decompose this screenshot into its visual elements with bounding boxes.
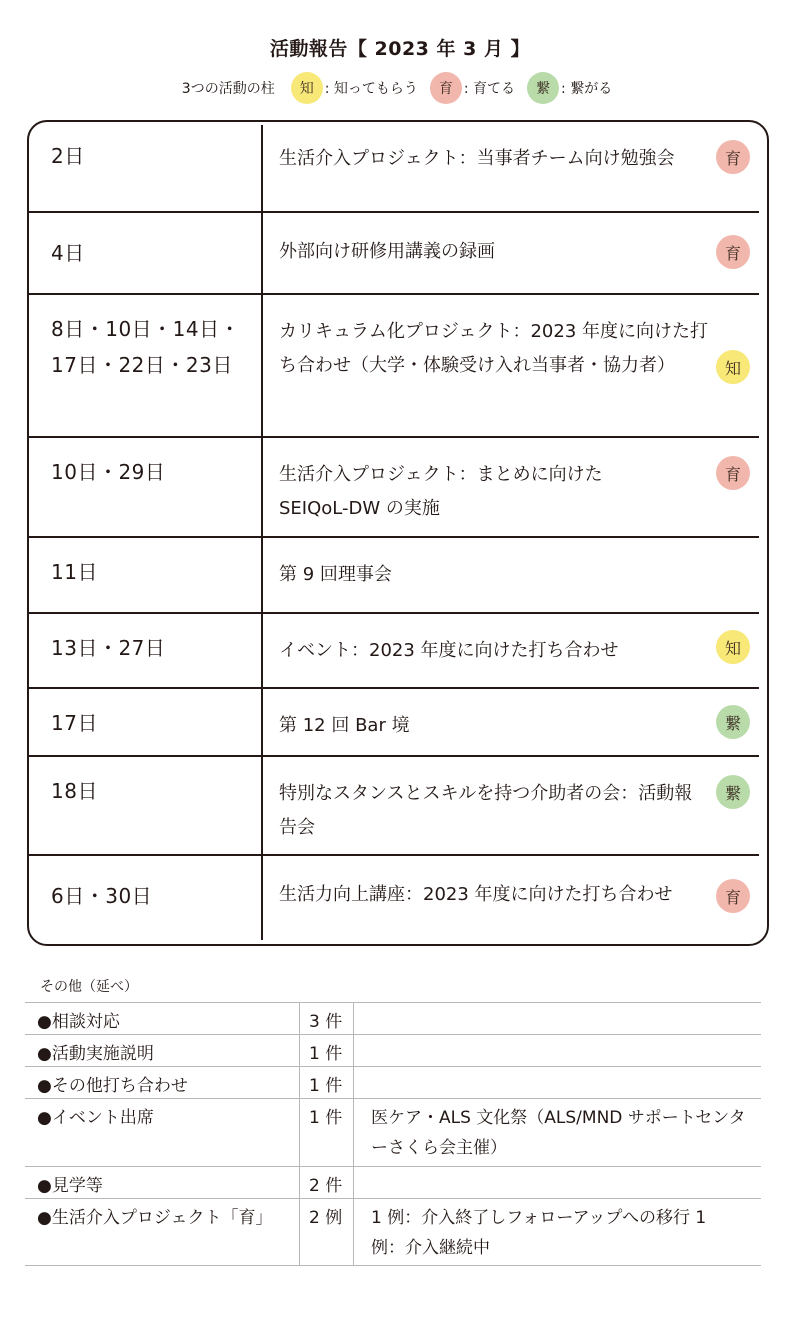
other-note: 1 例：介入終了しフォローアップへの移行 1 例：介入継続中 <box>371 1208 707 1258</box>
other-row <box>25 1066 761 1098</box>
schedule-desc: 生活力向上講座：2023 年度に向けた打ち合わせ <box>279 884 673 905</box>
legend-chi <box>291 72 418 104</box>
schedule-desc: 生活介入プロジェクト：まとめに向けたSEIQoL-DW の実施 <box>279 464 603 519</box>
schedule-desc: イベント：2023 年度に向けた打ち合わせ <box>279 640 619 661</box>
iku-badge-icon: 育 <box>716 235 750 269</box>
schedule-row <box>29 689 759 757</box>
schedule-desc: 第 9 回理事会 <box>279 564 392 585</box>
schedule-date: 8日・10日・14日・17日・22日・23日 <box>51 317 241 377</box>
other-row <box>25 1198 761 1266</box>
page-title: 活動報告【 2023 年 3 月 】 <box>269 38 531 60</box>
other-count: 3 件 <box>309 1012 343 1032</box>
other-count: 2 件 <box>309 1176 343 1196</box>
other-item: ●活動実施説明 <box>37 1044 154 1064</box>
tsu-badge-icon: 繋 <box>527 72 559 104</box>
schedule-date: 18日 <box>51 779 98 803</box>
legend-iku <box>430 72 515 104</box>
schedule-row <box>29 614 759 689</box>
legend-tsu-label: : 繋がる <box>561 81 613 97</box>
iku-badge-icon: 育 <box>716 879 750 913</box>
schedule-row <box>29 757 759 856</box>
iku-badge-icon: 育 <box>716 456 750 490</box>
schedule-table <box>27 120 769 946</box>
other-row <box>25 1098 761 1166</box>
schedule-desc: 外部向け研修用講義の録画 <box>279 241 495 262</box>
schedule-date: 17日 <box>51 711 98 735</box>
pillars-label: 3つの活動の柱 <box>181 81 275 97</box>
other-note: 医ケア・ALS 文化祭（ALS/MND サポートセンターさくら会主催） <box>371 1108 746 1158</box>
schedule-row <box>29 295 759 438</box>
schedule-row <box>29 538 759 614</box>
other-row <box>25 1034 761 1066</box>
schedule-row <box>29 438 759 538</box>
tsu-badge-icon: 繋 <box>716 705 750 739</box>
other-count: 1 件 <box>309 1108 343 1128</box>
other-item: ●その他打ち合わせ <box>37 1076 188 1096</box>
other-count: 1 件 <box>309 1044 343 1064</box>
chi-badge-icon: 知 <box>291 72 323 104</box>
other-item: ●見学等 <box>37 1176 103 1196</box>
pillars-legend <box>0 72 800 104</box>
legend-chi-label: : 知ってもらう <box>324 81 418 97</box>
chi-badge-icon: 知 <box>716 350 750 384</box>
schedule-row <box>29 213 759 295</box>
other-row <box>25 1166 761 1198</box>
schedule-row <box>29 856 759 946</box>
legend-tsu <box>527 72 612 104</box>
schedule-row <box>29 122 759 213</box>
schedule-desc: 特別なスタンスとスキルを持つ介助者の会：活動報告会 <box>279 783 693 838</box>
other-item: ●相談対応 <box>37 1012 120 1032</box>
iku-badge-icon: 育 <box>430 72 462 104</box>
other-row <box>25 1002 761 1034</box>
other-table <box>25 1002 761 1266</box>
schedule-desc: 生活介入プロジェクト：当事者チーム向け勉強会 <box>279 148 675 169</box>
tsu-badge-icon: 繋 <box>716 775 750 809</box>
other-item: ●イベント出席 <box>37 1108 154 1128</box>
other-count: 2 例 <box>309 1208 343 1228</box>
schedule-date: 13日・27日 <box>51 636 166 660</box>
schedule-date: 4日 <box>51 241 85 265</box>
other-count: 1 件 <box>309 1076 343 1096</box>
schedule-desc: カリキュラム化プロジェクト：2023 年度に向けた打ち合わせ（大学・体験受け入れ当事者・協力者） <box>279 321 708 376</box>
schedule-date: 2日 <box>51 144 85 168</box>
schedule-date: 6日・30日 <box>51 884 153 908</box>
schedule-date: 10日・29日 <box>51 460 166 484</box>
other-section-title: その他（延べ） <box>40 979 138 995</box>
other-item: ●生活介入プロジェクト「育」 <box>37 1208 273 1228</box>
legend-iku-label: : 育てる <box>463 81 516 97</box>
schedule-date: 11日 <box>51 560 98 584</box>
iku-badge-icon: 育 <box>716 140 750 174</box>
chi-badge-icon: 知 <box>716 630 750 664</box>
schedule-desc: 第 12 回 Bar 境 <box>279 715 410 736</box>
